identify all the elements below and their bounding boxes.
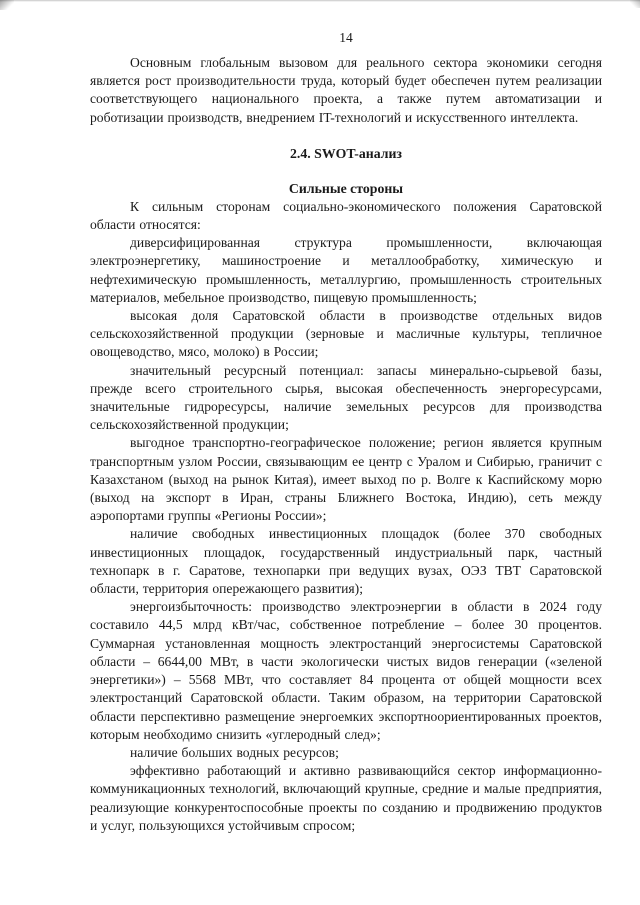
page-number: 14 xyxy=(339,30,353,45)
strength-item: наличие больших водных ресурсов; xyxy=(130,744,339,760)
lead-paragraph: К сильным сторонам социально-экономического положения Саратовской области относятся: xyxy=(90,198,602,233)
sub-heading: Сильные стороны xyxy=(288,180,404,196)
scan-artifact-top-right xyxy=(630,0,640,8)
page-content xyxy=(90,30,602,835)
strength-item: эффективно работающий и активно развивающийся сектор информационно-коммуникационных технологий, включающий крупные, средние и малые предприятия, реализующие конкурентоспособные проекты по созданию и продвижению продуктов и услуг, пользующихся устойчивым спросом; xyxy=(90,763,602,833)
intro-paragraph: Основным глобальным вызовом для реального сектора экономики сегодня является рост производительности труда, который будет обеспечен путем реализации соответствующего национального проекта, а также путем автоматизации и роботизации производств, внедрением IT-технологий и искусственного интеллекта. xyxy=(90,55,602,125)
strength-item: выгодное транспортно-географическое положение; регион является крупным транспортным узлом России, связывающим ее центр с Уралом и Сибирью, граничит с Казахстаном (выход на рынок Китая), имеет выход по р. Волге к Каспийскому морю (выход на экспорт в Иран, страны Ближнего Востока, Индию), сеть между аэропортами группы «Регионы России»; xyxy=(90,435,602,524)
strength-item: наличие свободных инвестиционных площадок (более 370 свободных инвестиционных площадок, государственный индустриальный парк, частный технопарк в г. Саратове, технопарки при ведущих вузах, ОЭЗ ТВТ Саратовской области, территория опережающего развития); xyxy=(90,526,602,597)
strength-item: диверсифицированная структура промышленности, включающая электроэнергетику, машиностроение и металлообработку, химическую и нефтехимическую промышленность, металлургию, промышленность строительных материалов, мебельное производство, пищевую промышленность; xyxy=(90,235,602,305)
strength-item: высокая доля Саратовской области в производстве отдельных видов сельскохозяйственной продукции (зерновые и масличные культуры, тепличное овощеводство, мясо, молоко) в России; xyxy=(90,308,602,360)
strength-item: энергоизбыточность: производство электроэнергии в области в 2024 году составило 44,5 млрд кВт/час, собственное потребление – более 30 процентов. Суммарная установленная мощность электростанций энергосистемы Саратовской области – 6644,00 МВт, в части экологически чистых видов генерации («зеленой энергетики») – 5568 МВт, что составляет 84 процента от общей мощности всех электростанций Саратовской области. Таким образом, на территории Саратовской области перспективно размещение энергоемких экспортноориентированных проектов, которым необходимо снизить «углеродный след»; xyxy=(90,599,602,742)
scan-artifact-top-left xyxy=(0,0,14,10)
scan-artifact-top xyxy=(0,0,640,2)
section-heading: 2.4. SWOT-анализ xyxy=(290,145,402,161)
strength-item: значительный ресурсный потенциал: запасы минерально-сырьевой базы, прежде всего строительного сырья, высокая обеспеченность энергоресурсами, значительные гидроресурсы, наличие земельных ресурсов для производства сельскохозяйственной продукции; xyxy=(90,362,602,433)
